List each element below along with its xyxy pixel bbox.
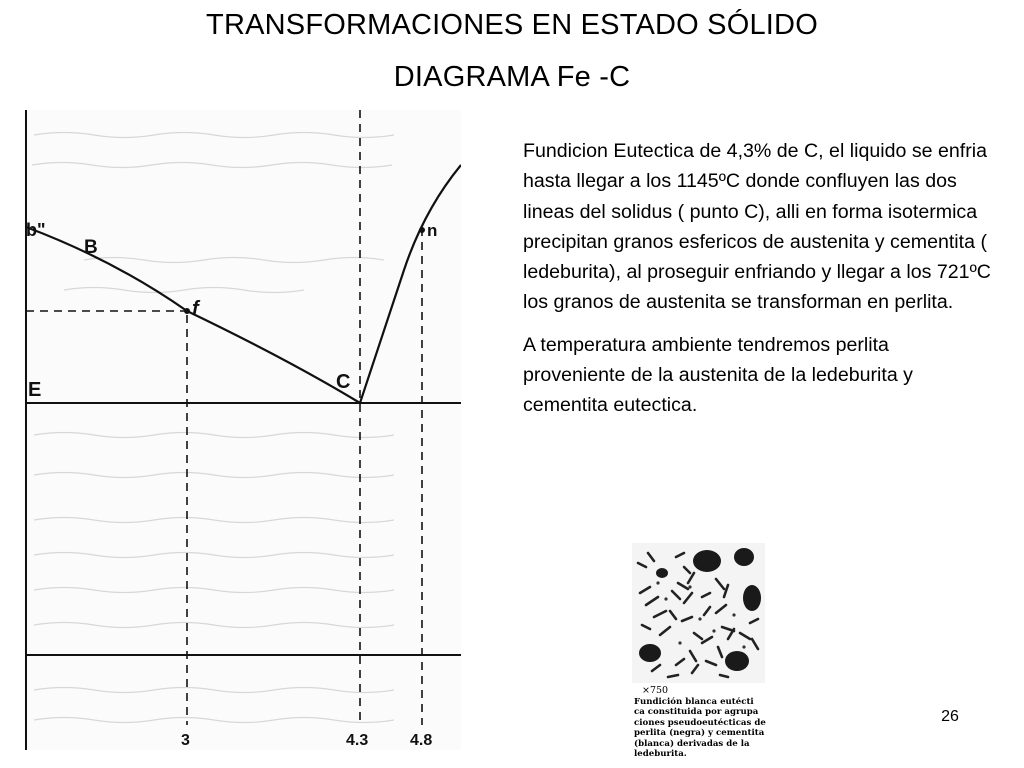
label-C: C (336, 371, 351, 393)
liquidus-right-curve (360, 165, 461, 403)
paragraph-room-temperature: A temperatura ambiente tendremos perlita proveniente de la austenita de la ledeburita y cementita eutectica. (523, 333, 913, 417)
paragraph-eutectic: Fundicion Eutectica de 4,3% de C, el liquido se enfria hasta llegar a los 1145ºC donde confluyen las dos lineas del solidus ( punto C), alli en forma isotermica precipitan granos esfericos de austenita y cementita ( ledeburita), al proseguir enfriando y llegar a los 721ºC los granos de austenita se transforman en perlita. (523, 140, 991, 314)
page-number: 26 (941, 708, 959, 725)
tick-label-3: 3 (181, 732, 190, 749)
slide-title: TRANSFORMACIONES EN ESTADO SÓLIDO (206, 9, 818, 41)
label-b2: b" (26, 220, 46, 240)
micrograph-caption: Fundición blanca eutécti ca constituida por agrupa ciones pseudoeutécticas de perlita (negra) y cementita (blanca) derivadas de la ledeburita. (634, 697, 766, 760)
label-f: f (192, 298, 199, 320)
tick-label-48: 4.8 (410, 732, 433, 749)
slide-body (523, 136, 993, 433)
micrograph-image (632, 543, 765, 683)
slide-subtitle: DIAGRAMA Fe -C (393, 61, 631, 93)
label-B: B (84, 237, 98, 258)
micrograph-magnification: ×750 (642, 685, 669, 696)
label-E: E (28, 379, 42, 401)
micrograph-figure (632, 543, 767, 760)
tick-label-43: 4.3 (346, 732, 369, 749)
fe-c-phase-diagram (24, 110, 461, 750)
label-n: n (427, 221, 438, 240)
